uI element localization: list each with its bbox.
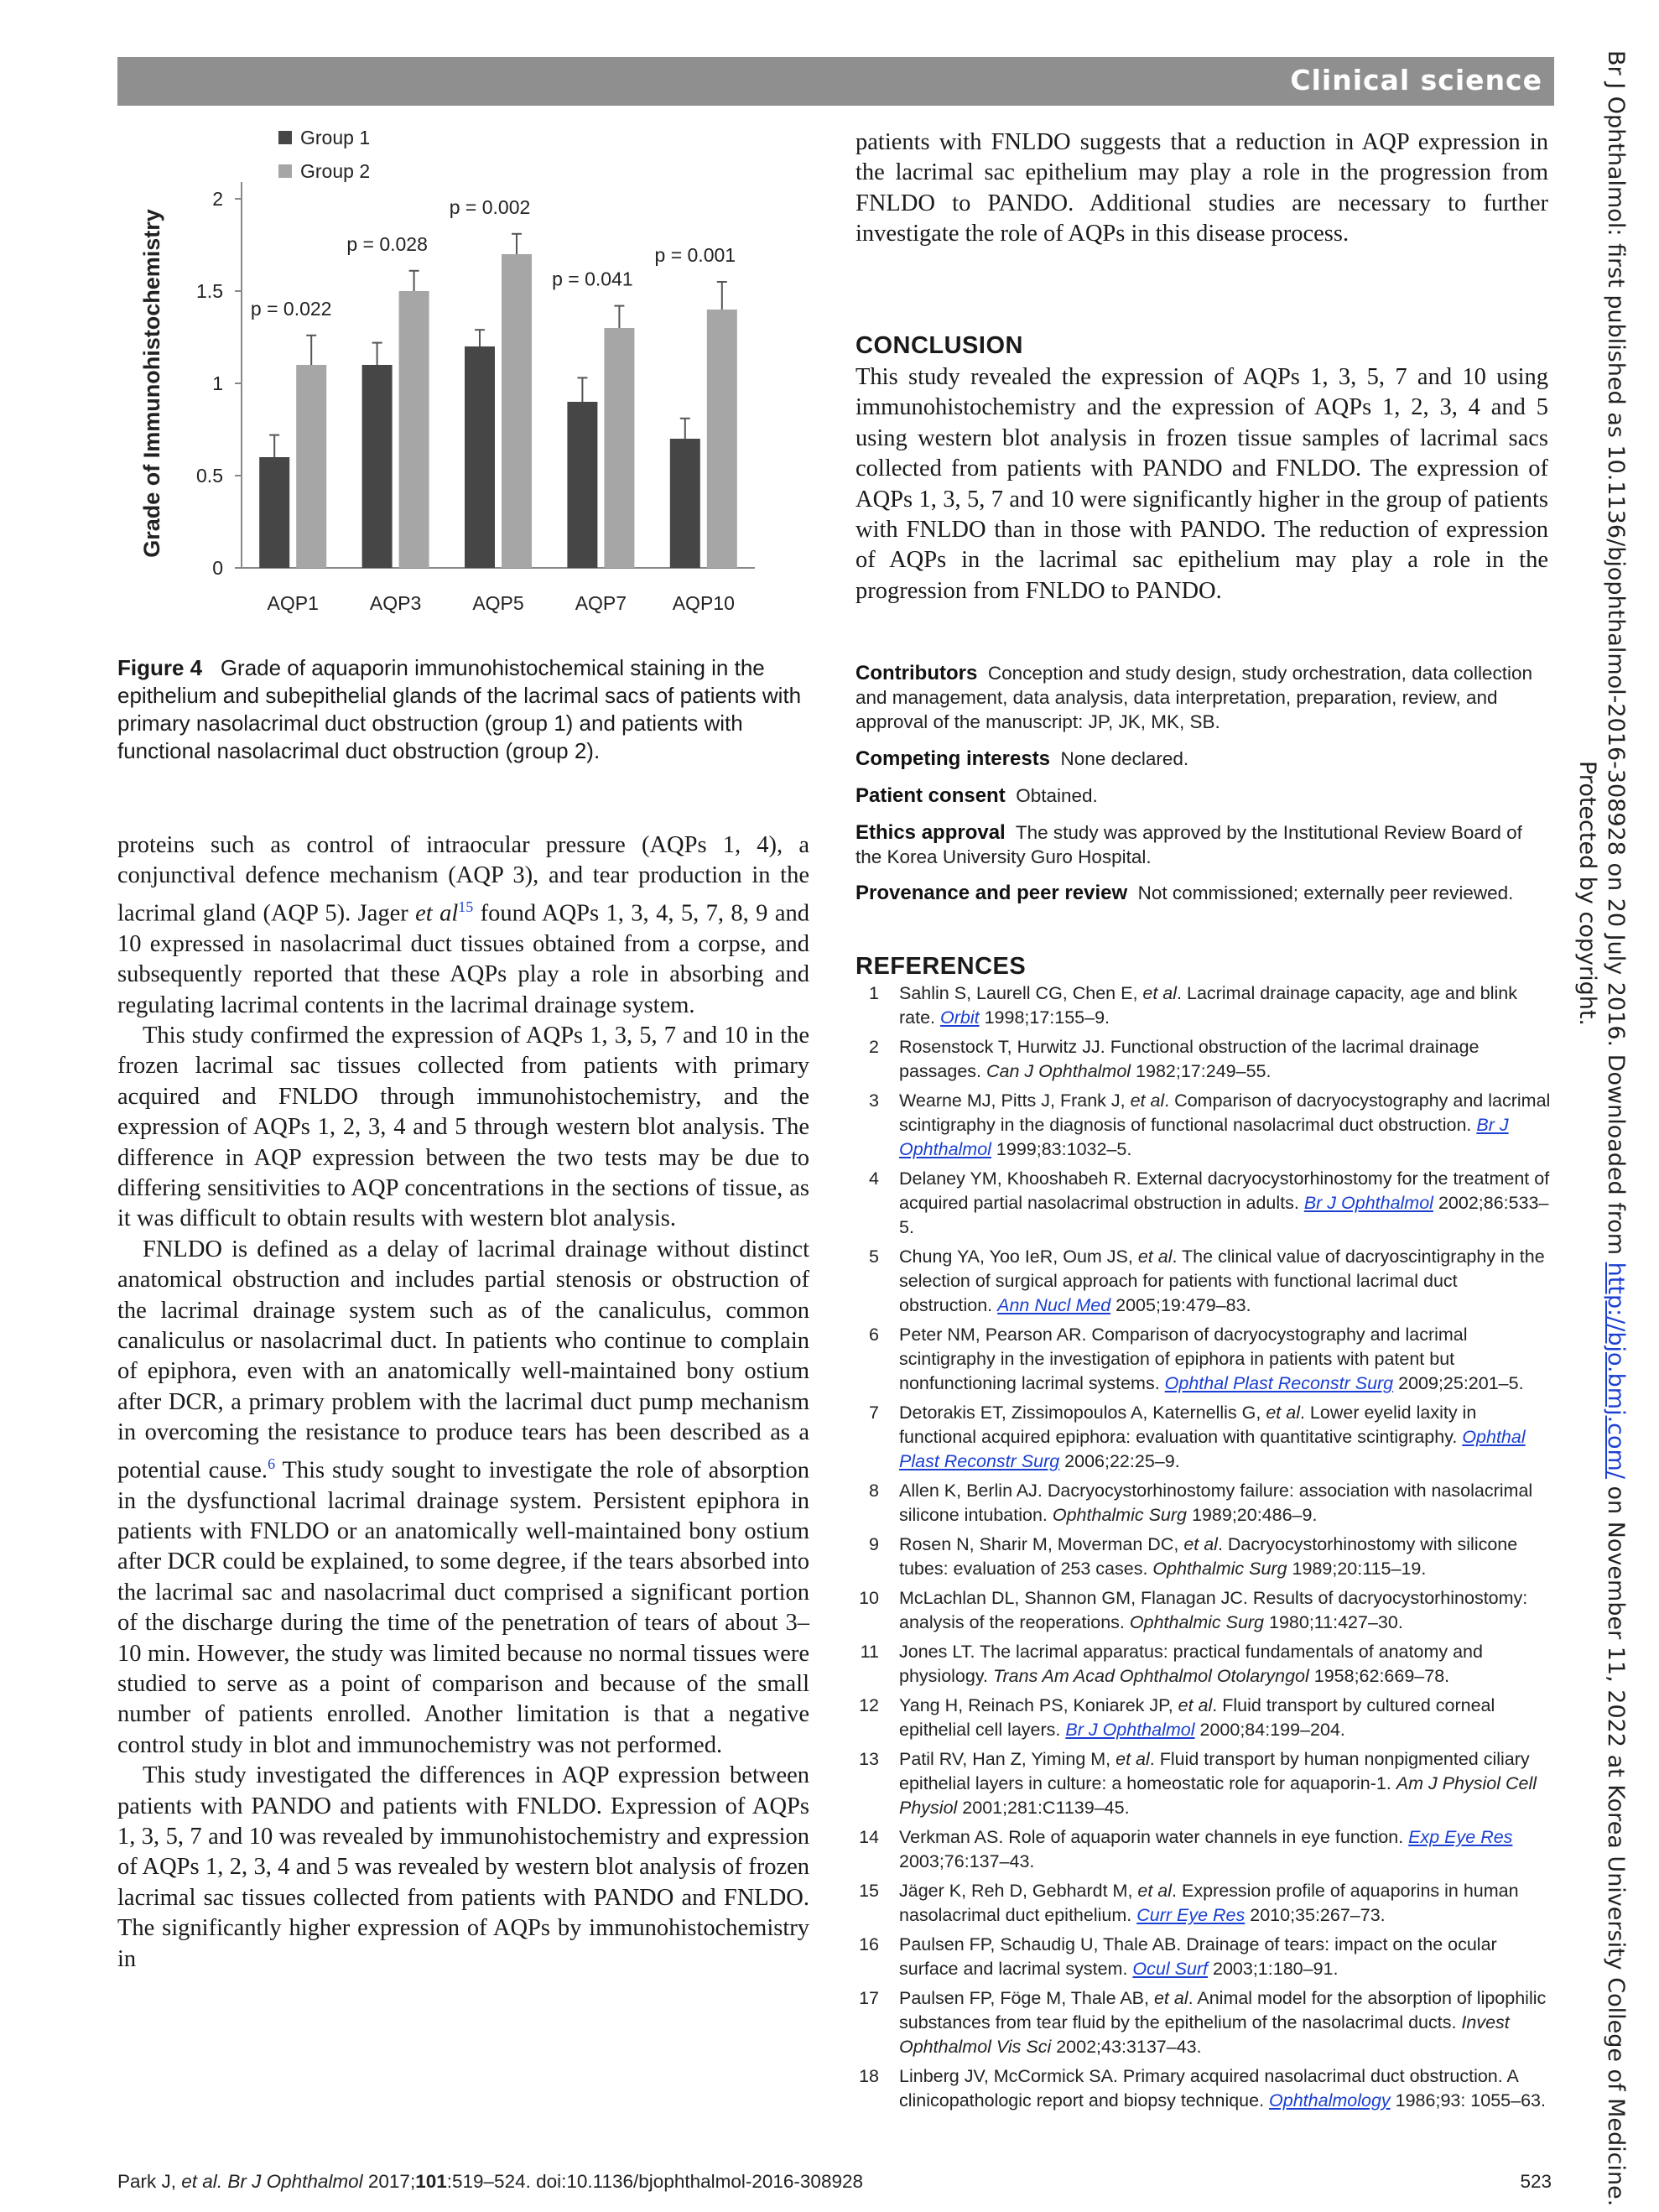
reference-number: 15 [859,1881,879,1901]
bar-group-2-aqp5 [502,254,532,568]
x-tick-label: AQP5 [472,592,524,614]
bar-group-1-aqp1 [259,457,289,568]
figure-caption [117,654,814,765]
p-value-annotation: p = 0.001 [654,244,736,266]
reference-number: 6 [869,1325,879,1345]
reference-item: 7 Detorakis ET, Zissimopoulos A, Katernellis G, et al. Lower eyelid laxity in functional acquired epiphora: evaluation with quantitative scintigraphy. Ophthal Plast Reconstr Surg 2006;22:25–9. [856,1401,1552,1474]
section-title: Clinical science [1290,64,1542,96]
reference-number: 17 [859,1988,879,2008]
journal-link[interactable]: Ann Nucl Med [997,1295,1111,1315]
right-column-continuation [856,128,1548,250]
journal-link[interactable]: Br J Ophthalmol [1065,1720,1195,1740]
bar-group-2-aqp1 [296,365,326,568]
reference-number: 1 [869,983,879,1003]
legend-label: Group 1 [300,127,371,148]
reference-item: 14 Verkman AS. Role of aquaporin water channels in eye function. Exp Eye Res 2003;76:137–43. [856,1825,1552,1874]
competing-interests-note: Competing interests None declared. [856,747,1189,770]
reference-item: 8 Allen K, Berlin AJ. Dacryocystorhinostomy failure: association with nasolacrimal silicone intubation. Ophthalmic Surg 1989;20:486–9. [856,1479,1552,1528]
body-paragraph: FNLDO is defined as a delay of lacrimal drainage without distinct anatomical obstruction and includes partial stenosis or obstruction of the lacrimal drainage system such as of the canaliculus, common canaliculus or nasolacrimal duct. In patients who continue to complain of epiphora, even with an anatomically well-maintained bony ostium after DCR, a primary problem with the lacrimal duct pump mechanism in overcoming the resistance to produce tears has been described as a potential cause.$^6$ This study sought to investigate the role of absorption in the dysfunctional lacrimal drainage system. Persistent epiphora in patients with FNLDO or an anatomically well-maintained bony ostium after DCR could be explained, to some degree, if the tears absorbed into the lacrimal sac and nasolacrimal duct comprised a significant portion of the discharge during the time of the penetration of tears of about 3–10 min. However, the study was limited because no normal tissues were studied to serve as a point of comparison and because of the small number of patients enrolled. Another limitation is that a negative control study in blot and immunochemistry was not performed. [117,1236,809,1758]
legend-swatch [278,164,292,178]
journal-link[interactable]: Br J Ophthalmol [1303,1193,1433,1213]
download-notice-line1: Br J Ophthalmol: first published as 10.1136/bjophthalmol-2016-308928 on 20 July 2016. Downloaded from http://bjo.bmj.com/ on November 11, 2022 at Korea University College of Medicine. [1603,50,1629,2207]
bar-group-2-aqp3 [399,291,429,568]
journal-link[interactable]: Ophthalmology [1269,2090,1391,2111]
download-notice [1573,50,1630,2207]
reference-number: 7 [869,1403,879,1423]
x-tick-label: AQP1 [267,592,319,614]
body-paragraph: proteins such as control of intraocular pressure (AQPs 1, 4), a conjunctival defence mechanism (AQP 3), and tear production in the lacrimal gland (AQP 5). Jager et $al^{15}$ found AQPs 1, 3, 4, 5, 7, 8, 9 and 10 expressed in nasolacrimal duct tissues obtained from a corpse, and subsequently reported that these AQPs play a role in absorbing and regulating lacrimal contents in the lacrimal drainage system. [117,832,809,1018]
y-tick-label: 1 [212,372,223,394]
y-tick-label: 2 [212,188,223,210]
figure-caption-text: Grade of aquaporin immunohistochemical staining in the epithelium and subepithelial glands of the lacrimal sacs of patients with primary nasolacrimal duct obstruction (group 1) and patients with functional nasolacrimal duct obstruction (group 2). [117,655,802,763]
journal-link[interactable]: Ophthal Plast Reconstr Surg [899,1427,1526,1471]
body-paragraph: patients with FNLDO suggests that a reduction in AQP expression in the lacrimal sac epithelium may play a role in the progression from FNLDO to PANDO. Additional studies are necessary to further investigate the role of AQPs in this disease process. [856,129,1548,247]
reference-number: 8 [869,1481,879,1501]
references-heading: REFERENCES [856,953,1027,980]
bar-chart-svg [117,117,788,654]
x-tick-label: AQP10 [672,592,735,614]
reference-item: 16 Paulsen FP, Schaudig U, Thale AB. Drainage of tears: impact on the ocular surface and lacrimal system. Ocul Surf 2003;1:180–91. [856,1933,1552,1981]
p-value-annotation: p = 0.022 [250,297,332,320]
reference-item: 12 Yang H, Reinach PS, Koniarek JP, et al. Fluid transport by cultured corneal epithelial cell layers. Br J Ophthalmol 2000;84:199–204. [856,1694,1552,1742]
page-number: 523 [1520,2171,1552,2192]
journal-link[interactable]: Ophthal Plast Reconstr Surg [1164,1373,1394,1393]
conclusion-heading: CONCLUSION [856,332,1023,359]
reference-number: 5 [869,1247,879,1267]
reference-item: 11 Jones LT. The lacrimal apparatus: practical fundamentals of anatomy and physiology. Trans Am Acad Ophthalmol Otolaryngol 1958;62:669–78. [856,1640,1552,1689]
citation-15[interactable]: 15 [458,898,474,915]
body-paragraph: This study confirmed the expression of AQPs 1, 3, 5, 7 and 10 in the frozen lacrimal sac tissues collected from patients with primary acquired and FNLDO through immunohistochemistry, and the expression of AQPs 1, 2, 3, 4 and 5 through western blot analysis. The difference in AQP expression between the two tests may be due to differing sensitivities to AQP concentrations in the sections of tissue, as it was difficult to obtain results with western blot analysis. [117,1022,809,1232]
reference-number: 14 [859,1827,879,1847]
bar-group-1-aqp7 [567,402,597,568]
journal-link[interactable]: Ocul Surf [1132,1959,1209,1979]
y-tick-label: 0.5 [196,465,223,487]
figure-4-chart [117,117,788,654]
reference-item: 18 Linberg JV, McCormick SA. Primary acquired nasolacrimal duct obstruction. A clinicopathologic report and biopsy technique. Ophthalmology 1986;93: 1055–63. [856,2064,1552,2113]
reference-number: 2 [869,1037,879,1057]
p-value-annotation: p = 0.041 [552,268,633,290]
reference-number: 18 [859,2066,879,2086]
x-tick-label: AQP7 [575,592,627,614]
reference-item: 4 Delaney YM, Khooshabeh R. External dacryocystorhinostomy for the treatment of acquired partial nasolacrimal obstruction in adults. Br J Ophthalmol 2002;86:533–5. [856,1167,1552,1240]
provenance-note: Provenance and peer review Not commissioned; externally peer reviewed. [856,882,1514,904]
journal-link[interactable]: Br J Ophthalmol [899,1115,1509,1159]
bar-group-2-aqp7 [604,328,634,568]
bar-group-1-aqp10 [670,439,700,568]
references-list [856,981,1552,2118]
footer-citation: Park J, et al. Br J Ophthalmol 2017;101:519–524. doi:10.1136/bjophthalmol-2016-308928 [117,2171,863,2192]
p-value-annotation: p = 0.028 [346,232,428,255]
body-paragraph: This study investigated the differences in AQP expression between patients with PANDO and patients with FNLDO. Expression of AQPs 1, 3, 5, 7 and 10 was revealed by immunohistochemistry and expression of AQPs 1, 2, 3, 4 and 5 was revealed by western blot analysis of frozen lacrimal sac tissues collected from patients with PANDO and FNLDO. The significantly higher expression of AQPs by immunohistochemistry in [117,1762,809,1972]
journal-link[interactable]: Curr Eye Res [1136,1905,1246,1925]
x-tick-label: AQP3 [369,592,422,614]
reference-item: 13 Patil RV, Han Z, Yiming M, et al. Fluid transport by human nonpigmented ciliary epithelial layers in culture: a homeostatic role for aquaporin-1. Am J Physiol Cell Physiol 2001;281:C1139–45. [856,1747,1552,1820]
y-axis-label: Grade of Immunohistochemistry [139,209,164,558]
download-notice-line2: Protected by copyright. [1574,761,1600,1026]
journal-link[interactable]: Exp Eye Res [1408,1827,1513,1847]
reference-number: 12 [859,1695,879,1715]
reference-item: 17 Paulsen FP, Föge M, Thale AB, et al. Animal model for the absorption of lipophilic substances from tear fluid by the epithelium of the nasolacrimal ducts. Invest Ophthalmol Vis Sci 2002;43:3137–43. [856,1986,1552,2059]
reference-item: 1 Sahlin S, Laurell CG, Chen E, et al. Lacrimal drainage capacity, age and blink rate. Orbit 1998;17:155–9. [856,981,1552,1030]
reference-item: 3 Wearne MJ, Pitts J, Frank J, et al. Comparison of dacryocystography and lacrimal scintigraphy in the diagnosis of functional nasolacrimal duct obstruction. Br J Ophthalmol 1999;83:1032–5. [856,1089,1552,1162]
left-column [117,830,809,1975]
section-header-bar [117,57,1554,106]
reference-number: 11 [860,1642,879,1662]
figure-label: Figure 4 [117,655,203,680]
reference-number: 4 [869,1168,879,1189]
reference-number: 10 [859,1588,879,1608]
reference-number: 16 [859,1934,879,1954]
bar-group-1-aqp3 [362,365,393,568]
contributors-note: Contributors Conception and study design, study orchestration, data collection and management, data analysis, data interpretation, preparation, review, and approval of the manuscript: JP, JK, MK, SB. [856,662,1532,732]
reference-number: 13 [859,1749,879,1769]
ethics-approval-note: Ethics approval The study was approved by the Institutional Review Board of the Korea University Guro Hospital. [856,821,1522,867]
patient-consent-note: Patient consent Obtained. [856,784,1098,807]
reference-number: 3 [869,1090,879,1111]
legend-swatch [278,131,292,144]
bar-group-2-aqp10 [707,310,737,568]
reference-item: 6 Peter NM, Pearson AR. Comparison of dacryocystography and lacrimal scintigraphy in the investigation of epiphora in patients with patent but nonfunctioning lacrimal systems. Ophthal Plast Reconstr Surg 2009;25:201–5. [856,1323,1552,1396]
bjo-link[interactable]: http://bjo.bmj.com/ [1603,1262,1629,1479]
reference-item: 10 McLachlan DL, Shannon GM, Flanagan JC. Results of dacryocystorhinostomy: analysis of the reoperations. Ophthalmic Surg 1980;11:427–30. [856,1586,1552,1635]
reference-item: 9 Rosen N, Sharir M, Moverman DC, et al. Dacryocystorhinostomy with silicone tubes: evaluation of 253 cases. Ophthalmic Surg 1989;20:115–19. [856,1533,1552,1581]
reference-item: 2 Rosenstock T, Hurwitz JJ. Functional obstruction of the lacrimal drainage passages. Can J Ophthalmol 1982;17:249–55. [856,1035,1552,1084]
bar-group-1-aqp5 [465,346,495,568]
citation-6[interactable]: 6 [268,1455,276,1472]
conclusion-text: This study revealed the expression of AQPs 1, 3, 5, 7 and 10 using immunohistochemistry and the expression of AQPs 1, 2, 3, 4 and 5 using western blot analysis in frozen tissue samples of lacrimal sacs collected from patients with PANDO and FNLDO. The expression of AQPs 1, 3, 5, 7 and 10 were significantly higher in the group of patients with FNLDO than in those with PANDO. The reduction of expression of AQPs in the lacrimal sac epithelium may play a role in the progression from FNLDO to PANDO. [856,364,1548,604]
reference-number: 9 [869,1534,879,1554]
reference-item: 5 Chung YA, Yoo IeR, Oum JS, et al. The clinical value of dacryoscintigraphy in the selection of surgical approach for patients with functional lacrimal duct obstruction. Ann Nucl Med 2005;19:479–83. [856,1245,1552,1318]
journal-link[interactable]: Orbit [940,1007,980,1028]
legend-label: Group 2 [300,160,371,182]
reference-item: 15 Jäger K, Reh D, Gebhardt M, et al. Expression profile of aquaporins in human nasolacrimal duct epithelium. Curr Eye Res 2010;35:267–73. [856,1879,1552,1928]
y-tick-label: 1.5 [196,280,223,302]
p-value-annotation: p = 0.002 [449,195,531,218]
y-tick-label: 0 [212,557,223,579]
